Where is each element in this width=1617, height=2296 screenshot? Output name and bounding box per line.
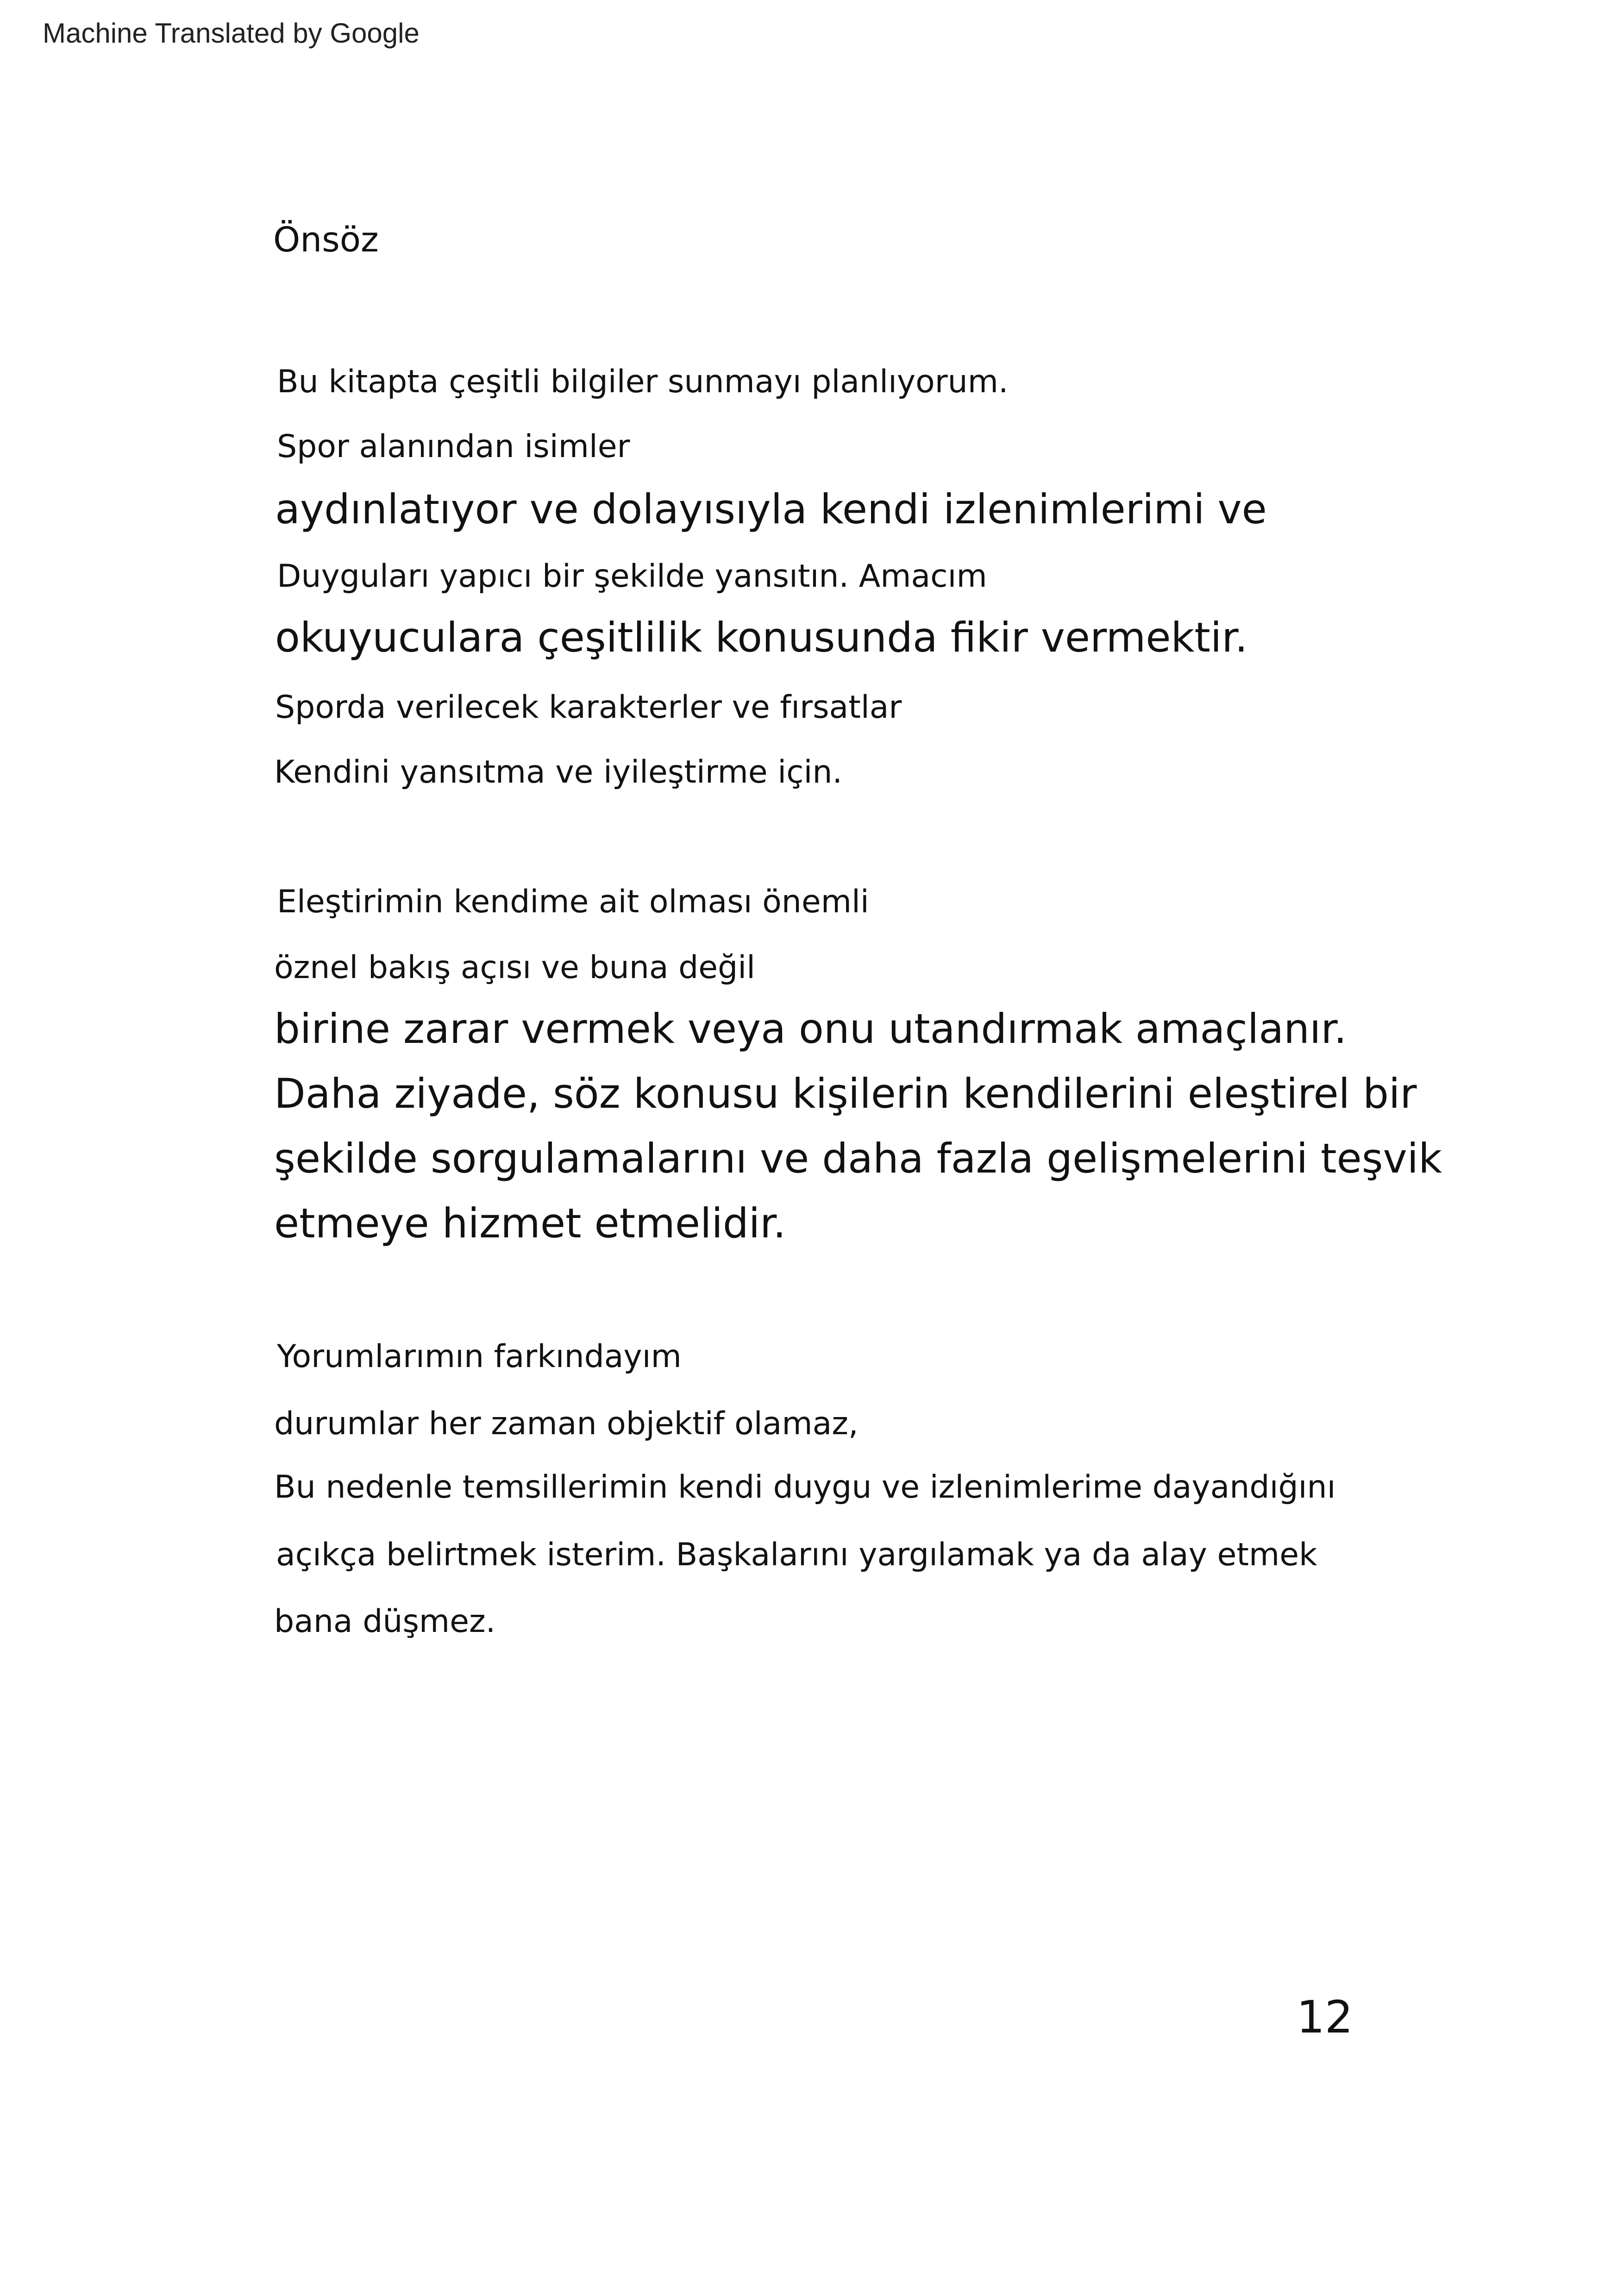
paragraph-2-line-2: öznel bakış açısı ve buna değil [274,949,756,986]
paragraph-2-line-1: Eleştirimin kendime ait olması önemli [277,884,869,920]
paragraph-1-line-2: Spor alanından isimler [277,428,630,465]
paragraph-1-line-6: Sporda verilecek karakterler ve fırsatlar [275,689,902,726]
paragraph-2-line-4: Daha ziyade, söz konusu kişilerin kendilerini eleştirel bir [274,1070,1417,1117]
page-number: 12 [1296,1991,1353,2043]
paragraph-3-line-3: Bu nedenle temsillerimin kendi duygu ve izlenimlerime dayandığını [274,1469,1336,1506]
paragraph-2-line-5: şekilde sorgulamalarını ve daha fazla gelişmelerini teşvik [274,1135,1442,1182]
page-title: Önsöz [273,220,379,260]
machine-translation-banner: Machine Translated by Google [43,18,420,49]
paragraph-1-line-1: Bu kitapta çeşitli bilgiler sunmayı planlıyorum. [277,364,1009,400]
paragraph-3-line-5: bana düşmez. [274,1603,496,1640]
paragraph-1-line-4: Duyguları yapıcı bir şekilde yansıtın. Amacım [277,558,987,595]
paragraph-3-line-4: açıkça belirtmek isterim. Başkalarını yargılamak ya da alay etmek [276,1537,1317,1573]
paragraph-3-line-1: Yorumlarımın farkındayım [277,1338,682,1375]
paragraph-1-line-5: okuyuculara çeşitlilik konusunda fikir vermektir. [275,614,1248,661]
paragraph-2-line-6: etmeye hizmet etmelidir. [274,1199,786,1247]
paragraph-1-line-7: Kendini yansıtma ve iyileştirme için. [274,754,843,790]
paragraph-1-line-3: aydınlatıyor ve dolayısıyla kendi izlenimlerimi ve [275,485,1267,533]
paragraph-3-line-2: durumlar her zaman objektif olamaz, [274,1405,859,1442]
paragraph-2-line-3: birine zarar vermek veya onu utandırmak amaçlanır. [274,1005,1347,1053]
